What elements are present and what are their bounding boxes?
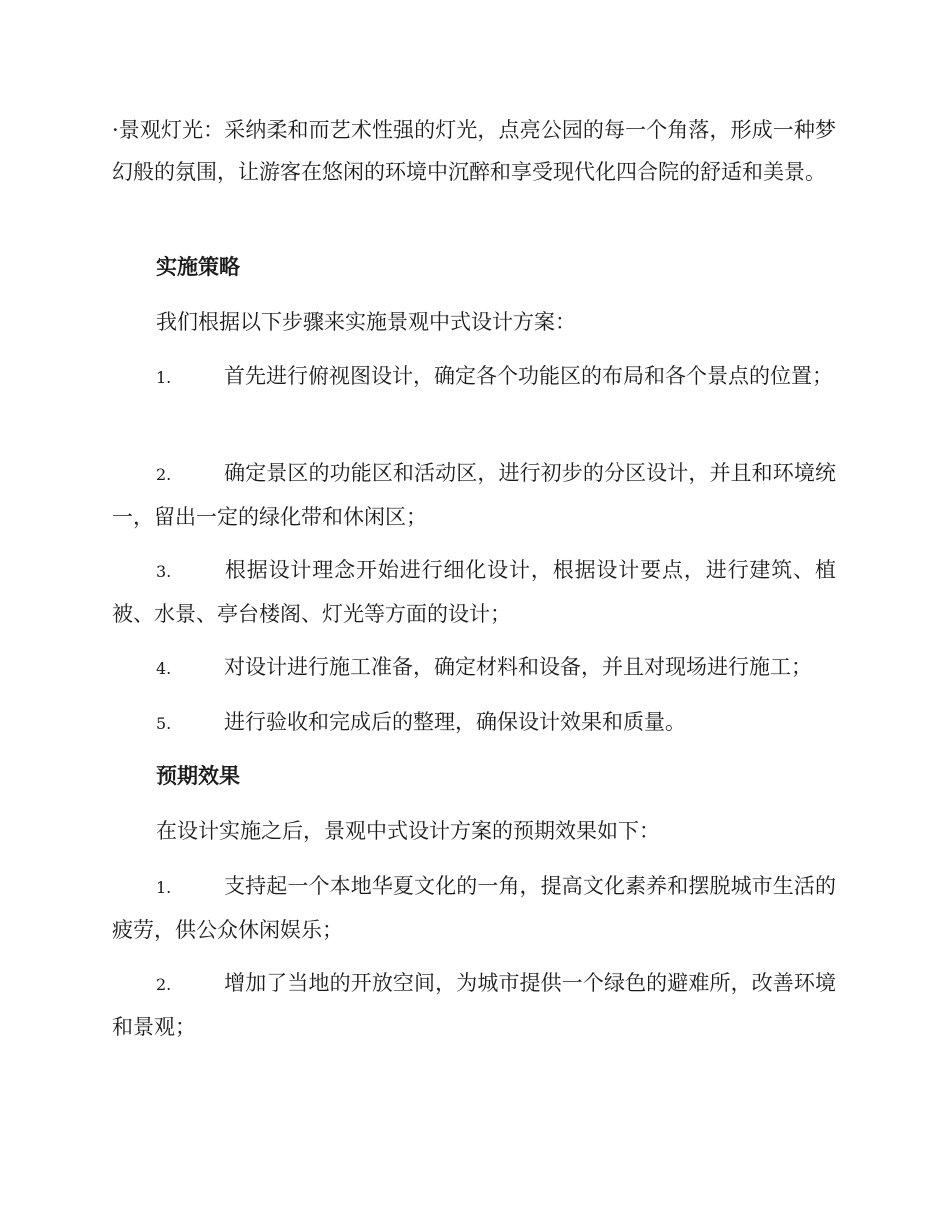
list-item-text: 确定景区的功能区和活动区，进行初步的分区设计，并且和环境统一，留出一定的绿化带和休闲区；	[112, 461, 836, 529]
list-item	[112, 701, 836, 745]
list-item-number: 4.	[156, 659, 172, 678]
list-item	[112, 646, 836, 690]
list-item-number: 2.	[156, 975, 172, 994]
list-item-number: 3.	[156, 562, 172, 581]
list-item-number: 1.	[156, 368, 172, 387]
section-lead-expected-results: 在设计实施之后，景观中式设计方案的预期效果如下：	[156, 819, 660, 843]
list-item-text: 根据设计理念开始进行细化设计，根据设计要点，进行建筑、植被、水景、亭台楼阁、灯光等方面的设计；	[112, 558, 836, 626]
list-item	[112, 962, 836, 1048]
list-item	[112, 452, 836, 538]
list-item	[112, 549, 836, 635]
list-item	[112, 865, 836, 951]
list-item-text: 对设计进行施工准备，确定材料和设备，并且对现场进行施工；	[224, 655, 812, 679]
list-item	[112, 355, 836, 399]
list-item-number: 5.	[156, 714, 172, 733]
list-item-text: 进行验收和完成后的整理，确保设计效果和质量。	[224, 710, 686, 734]
intro-bullet-paragraph: ·景观灯光：采纳柔和而艺术性强的灯光，点亮公园的每一个角落，形成一种梦幻般的氛围，让游客在悠闲的环境中沉醉和享受现代化四合院的舒适和美景。	[112, 118, 836, 184]
list-item-text: 支持起一个本地华夏文化的一角，提高文化素养和摆脱城市生活的疲劳，供公众休闲娱乐；	[112, 874, 836, 942]
section-heading-expected-results: 预期效果	[156, 763, 240, 788]
list-item-number: 2.	[156, 465, 172, 484]
list-item-number: 1.	[156, 878, 172, 897]
list-item-text: 增加了当地的开放空间，为城市提供一个绿色的避难所，改善环境和景观；	[112, 971, 836, 1039]
list-item-text: 首先进行俯视图设计，确定各个功能区的布局和各个景点的位置；	[224, 364, 833, 388]
section-heading-implementation: 实施策略	[156, 254, 240, 279]
section-lead-implementation: 我们根据以下步骤来实施景观中式设计方案：	[156, 310, 576, 334]
